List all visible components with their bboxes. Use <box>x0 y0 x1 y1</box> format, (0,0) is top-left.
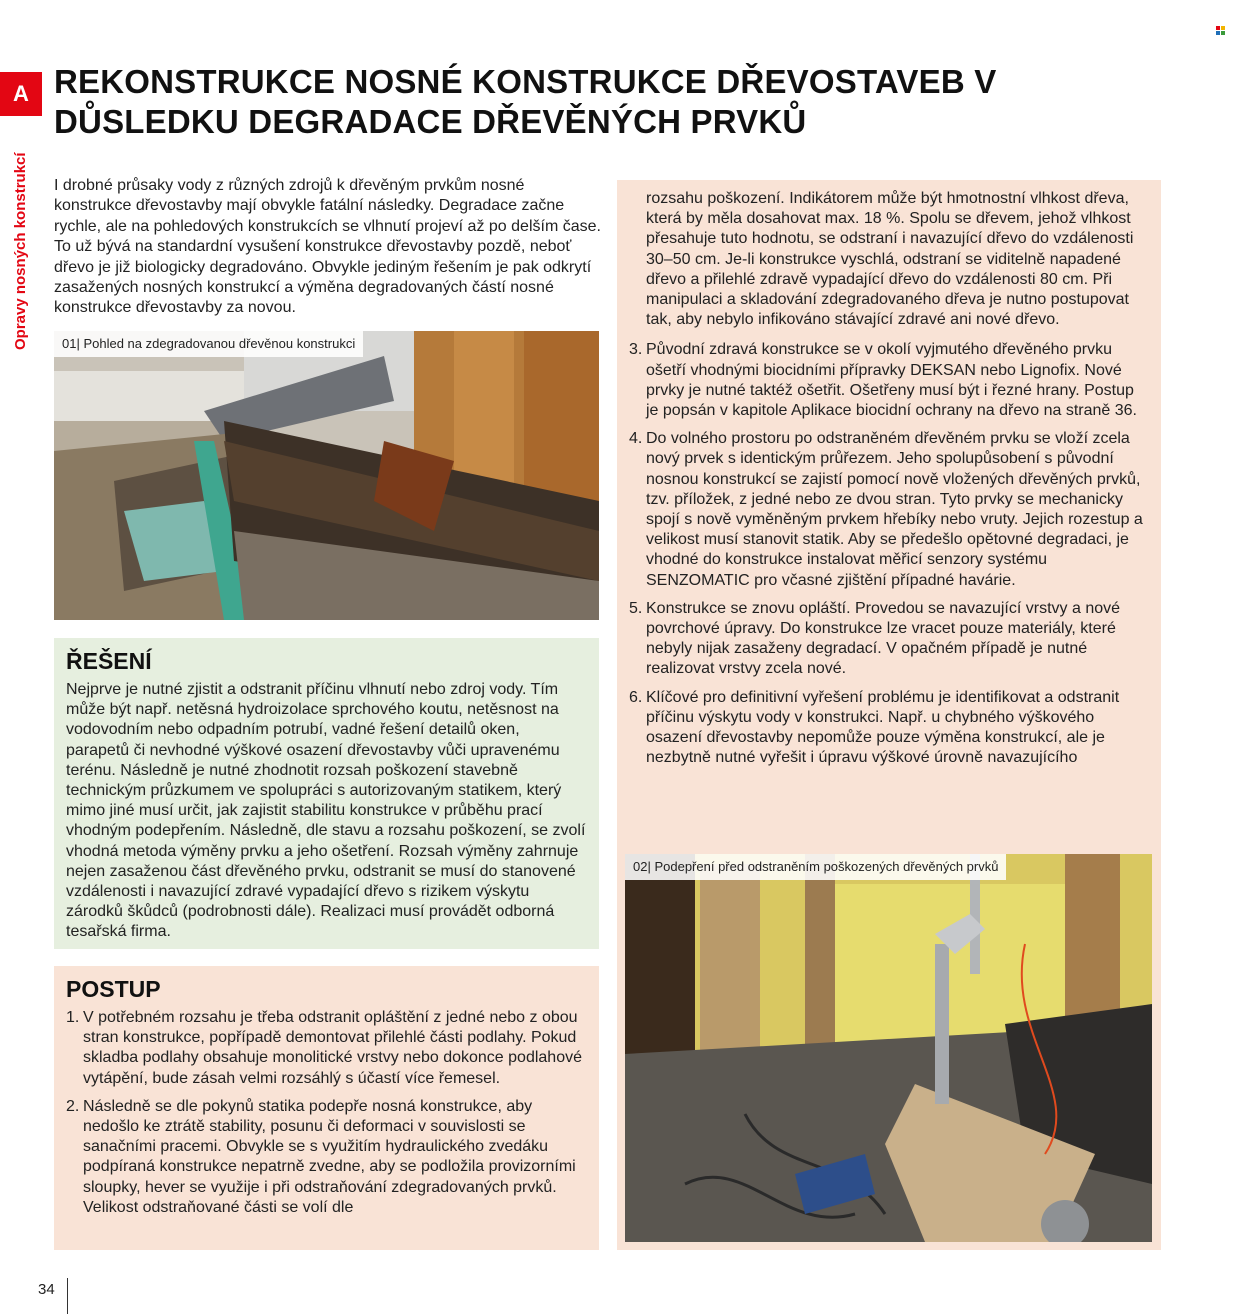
page-rule-divider <box>67 1278 68 1314</box>
page-title: REKONSTRUKCE NOSNÉ KONSTRUKCE DŘEVOSTAVEB V DŮSLEDKU DEGRADACE DŘEVĚNÝCH PRVKŮ <box>54 63 997 140</box>
figure-01-number: 01 <box>62 336 77 351</box>
postup-box <box>54 966 599 1250</box>
postup-step <box>629 340 1149 421</box>
step-number: 2. <box>66 1097 80 1115</box>
brand-logo-icon <box>1216 26 1225 35</box>
figure-01-caption-text: Pohled na zdegradovanou dřevěnou konstrukci <box>83 336 356 351</box>
section-tab: A <box>0 72 42 116</box>
postup-steps-continued <box>629 340 1149 768</box>
figure-02-caption-text: Podepření před odstraněním poškozených dřevěných prvků <box>654 859 999 874</box>
postup-step <box>629 599 1149 680</box>
step-text: Následně se dle pokynů statika podepře nosná konstrukce, aby nedošlo ke ztrátě stability, posunu či deformaci v souvislosti se sanačními pracemi. Obvykle se s využitím hydraulického zvedáku podpíraná konstrukce nepatrně zvedne, aby se podložila provizorními sloupky, hever se využije i při odstraňování zdegradovaných prvků. Velikost odstraňované části se volí dle <box>83 1097 576 1216</box>
step-text: V potřebném rozsahu je třeba odstranit opláštění z jedné nebo z obou stran konstrukce, popřípadě demontovat přilehlé části podlahy. Pokud skladba podlahy obsahuje monolitické vrstvy nebo dokonce podlahové vytápění, bude zásah velmi rozsáhlý s účastí více řemesel. <box>83 1009 582 1087</box>
postup-heading: POSTUP <box>66 976 161 1002</box>
step-text: Konstrukce se znovu opláští. Provedou se navazující vrstvy a nové povrchové úpravy. Do konstrukce lze vracet pouze materiály, které nebyly nijak zasaženy degradací. V opačném případě je nutné realizovat vrstvy zcela nové. <box>646 599 1121 678</box>
reseni-box <box>54 638 599 949</box>
postup-step <box>66 1008 587 1089</box>
postup-step <box>629 688 1149 769</box>
step-2-continuation: rozsahu poškození. Indikátorem může být hmotnostní vlhkost dřeva, která by měla dosahovat max. 18 %. Spolu se dřevem, jehož vlhkost přesahuje tuto hodnotu, se odstraní i navazující dřevo do vzdálenosti 30–50 cm. Je-li konstrukce vyschlá, odstraní se viditelně napadené dřevo a přilehlé zdravě vypadající dřevo do vzdálenosti 80 cm. Při manipulaci a skladování zdegradovaného dřeva je nutno postupovat tak, aby nebylo infikováno stávající zdravé ani nové dřevo. <box>646 190 1134 329</box>
step-number: 1. <box>66 1009 80 1026</box>
postup-step <box>66 1097 587 1218</box>
step-text: Klíčové pro definitivní vyřešení problému je identifikovat a odstranit příčinu výskytu vody v konstrukci. Např. u chybného výškového osazení dřevostavby nepomůže pouze výměna konstrukcí, ale je nezbytně nutné vyřešit i úpravu výškové úrovně navazujícího <box>646 688 1120 767</box>
figure-02-photo <box>625 854 1152 1242</box>
step-text: Původní zdravá konstrukce se v okolí vyjmutého dřevěného prvku ošetří vhodnými biocidními přípravky DEKSAN nebo Lignofix. Nové prvky je nutné taktéž ošetřit. Ošetřeny musí být i řezné hrany. Postup je popsán v kapitole Aplikace biocidní ochrany na dřevo na straně 36. <box>646 341 1137 420</box>
step-number: 6. <box>629 688 643 706</box>
intro-paragraph: I drobné průsaky vody z různých zdrojů k dřevěným prvkům nosné konstrukce dřevostavby mají obvykle fatální následky. Degradace začne rychle, ale na pohledových konstrukcích se vlhnutí projeví až po delším čase. To už bývá na standardní vysušení konstrukce dřevostavby pozdě, neboť dřevo je již biologicky degradováno. Obvykle jediným řešením je pak odkrytí zasažených nosných konstrukcí a výměna degradovaných částí nosné konstrukce dřevostavby za novou. <box>54 177 601 317</box>
step-number: 5. <box>629 599 643 617</box>
page-number: 34 <box>38 1281 55 1298</box>
side-label: Opravy nosných konstrukcí <box>12 152 29 350</box>
figure-01-photo <box>54 331 599 620</box>
step-text: Do volného prostoru po odstraněném dřevěném prvku se vloží zcela nový prvek s identickým průřezem. Jeho spolupůsobení s původní nosnou konstrukcí se zajistí pomocí nově vložených dřevěných prvků, tzv. příložek, z jedné nebo ze dvou stran. Tyto prvky se mechanicky spojí s nově vyměněným prvkem hřebíky nebo vruty. Jejich rozestup a velikost musí stanovit statik. Aby se předešlo opětovné degradaci, je vhodné do konstrukce instalovat měřicí senzory systému SENZOMATIC pro včasné zjištění případné havárie. <box>646 430 1143 589</box>
postup-steps <box>66 1008 587 1218</box>
figure-02-caption: 02| Podepření před odstraněním poškozených dřevěných prvků <box>625 854 1006 880</box>
step-number: 4. <box>629 430 643 448</box>
reseni-heading: ŘEŠENÍ <box>66 648 152 674</box>
figure-02-number: 02 <box>633 859 648 874</box>
postup-step <box>629 429 1149 591</box>
reseni-text: Nejprve je nutné zjistit a odstranit příčinu vlhnutí nebo zdroj vody. Tím může být např. netěsná hydroizolace sprchového koutu, netěsnost na vodovodním nebo odpadním potrubí, vadné řešení detailů oken, parapetů či nevhodné výškové osazení dřevostavby vůči upravenému terénu. Následně je nutné zhodnotit rozsah poškození stavebně technickým průzkumem ve spolupráci s autorizovaným statikem, který mimo jiné musí určit, jak zajistit stabilitu konstrukce v průběhu prací vhodným podepřením. Následně, dle stavu a rozsahu poškození, se zvolí vhodná metoda výměny prvku a jeho ošetření. Rozsah výměny zahrnuje nejen zasaženou část dřevěného prvku, odstranit se musí do stanovené vzdálenosti i navazující zdravé vypadající dřevo s rizikem výskytu zárodků škůdců (podrobnosti dále). Realizaci musí provádět odborná tesařská firma. <box>66 681 586 941</box>
figure-01-caption: 01| Pohled na zdegradovanou dřevěnou konstrukci <box>54 331 363 357</box>
step-number: 3. <box>629 341 643 359</box>
